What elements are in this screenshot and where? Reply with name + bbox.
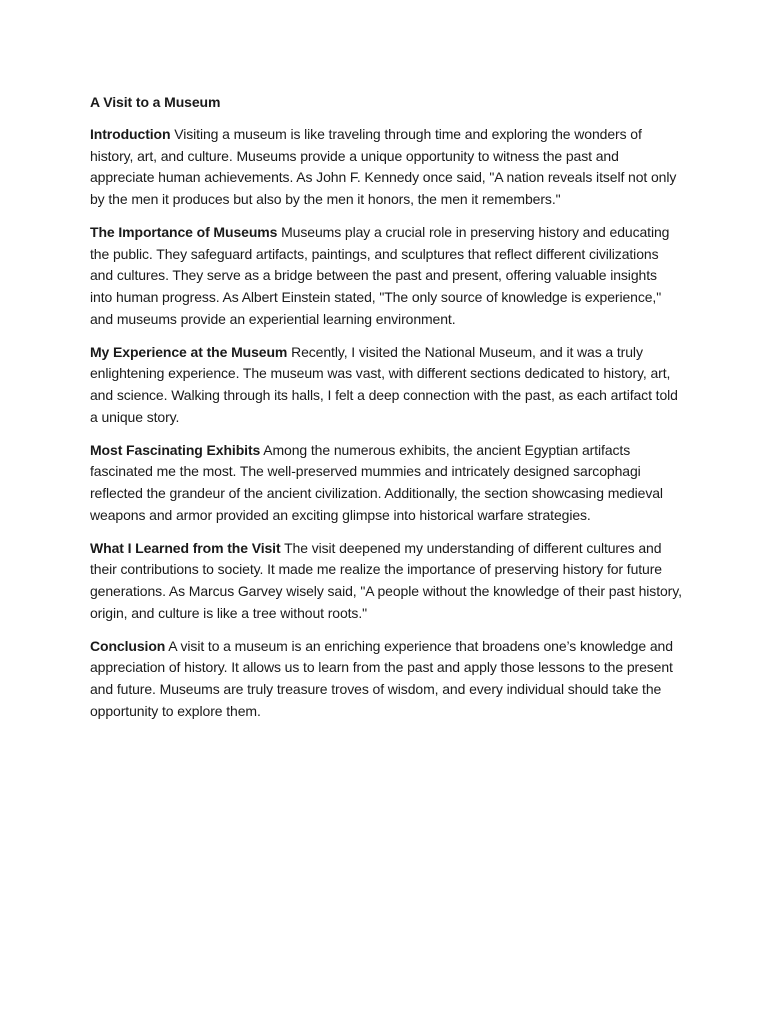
section-conclusion: [90, 636, 682, 723]
section-heading: Most Fascinating Exhibits: [90, 441, 261, 458]
section-heading: My Experience at the Museum: [90, 343, 288, 360]
section-what-i-learned: [90, 538, 682, 625]
section-body: A visit to a museum is an enriching experience that broadens one’s knowledge and appreciation of history. It allows us to learn from the past and apply those lessons to the present and future. Museums are truly treasure troves of wisdom, and every individual should take the opportunity to explore them.: [90, 637, 673, 719]
document-title: A Visit to a Museum: [90, 94, 221, 110]
section-body: Among the numerous exhibits, the ancient Egyptian artifacts fascinated me the most. The well-preserved mummies and intricately designed sarcophagi reflected the grandeur of the ancient civilization. Additionally, the section showcasing medieval weapons and armor provided an exciting glimpse into historical warfare strategies.: [90, 441, 663, 523]
section-body: The visit deepened my understanding of different cultures and their contributions to society. It made me realize the importance of preserving history for future generations. As Marcus Garvey wisely said, "A people without the knowledge of their past history, origin, and culture is like a tree without roots.": [90, 539, 682, 621]
section-heading: Conclusion: [90, 637, 166, 654]
section-body: Visiting a museum is like traveling through time and exploring the wonders of history, art, and culture. Museums provide a unique opportunity to witness the past and appreciate human achievements. As John F. Kennedy once said, "A nation reveals itself not only by the men it produces but also by the men it honors, the men it remembers.": [90, 125, 677, 208]
section-heading: What I Learned from the Visit: [90, 539, 281, 556]
section-body: Museums play a crucial role in preserving history and educating the public. They safeguard artifacts, paintings, and sculptures that reflect different civilizations and cultures. They serve as a bridge between the past and present, offering valuable insights into human progress. As Albert Einstein stated, "The only source of knowledge is experience," and museums provide an experiential learning environment.: [90, 223, 670, 327]
section-heading: Introduction: [90, 125, 171, 142]
section-fascinating-exhibits: [90, 440, 682, 527]
section-introduction: [90, 124, 682, 211]
section-heading: The Importance of Museums: [90, 223, 278, 240]
section-importance-of-museums: [90, 222, 682, 331]
section-body: Recently, I visited the National Museum, and it was a truly enlightening experience. The museum was vast, with different sections dedicated to history, art, and science. Walking through its halls, I felt a deep connection with the past, as each artifact told a unique story.: [90, 343, 678, 425]
document-page: [90, 92, 682, 734]
section-my-experience: [90, 342, 682, 429]
